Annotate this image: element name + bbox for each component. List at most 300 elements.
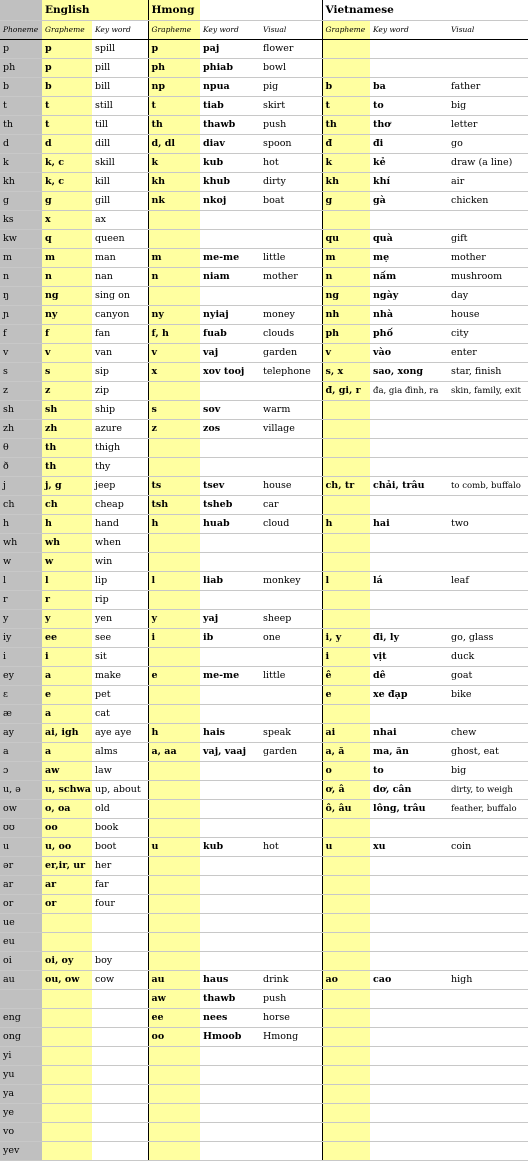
english-grapheme-cell — [42, 1047, 92, 1066]
hmong-keyword-cell — [200, 287, 260, 306]
hmong-keyword-cell: zos — [200, 420, 260, 439]
vietnamese-visual-cell: city — [448, 325, 528, 344]
vietnamese-keyword-cell — [370, 401, 448, 420]
phoneme-cell: oi — [0, 952, 42, 971]
vietnamese-grapheme-cell — [322, 1104, 370, 1123]
hmong-grapheme-cell — [148, 591, 200, 610]
english-keyword-cell: law — [92, 762, 148, 781]
english-grapheme-cell: l — [42, 572, 92, 591]
vietnamese-visual-cell — [448, 439, 528, 458]
vietnamese-visual-cell: day — [448, 287, 528, 306]
english-grapheme-cell: a — [42, 743, 92, 762]
hmong-keyword-cell — [200, 211, 260, 230]
vietnamese-visual-cell: go — [448, 135, 528, 154]
hmong-grapheme-cell: nk — [148, 192, 200, 211]
english-keyword-cell — [92, 1066, 148, 1085]
vietnamese-grapheme-cell: b — [322, 78, 370, 97]
vietnamese-visual-cell: mother — [448, 249, 528, 268]
english-grapheme-cell: x — [42, 211, 92, 230]
english-grapheme-cell: e — [42, 686, 92, 705]
hmong-keyword-cell — [200, 1085, 260, 1104]
vietnamese-visual-cell: big — [448, 97, 528, 116]
english-grapheme-cell — [42, 1028, 92, 1047]
vowel-row — [0, 1123, 528, 1142]
vietnamese-grapheme-cell: k — [322, 154, 370, 173]
english-grapheme-cell: t — [42, 97, 92, 116]
vietnamese-visual-cell — [448, 1142, 528, 1161]
phoneme-cell: ð — [0, 458, 42, 477]
hmong-visual-cell: warm — [260, 401, 322, 420]
hmong-keyword-cell — [200, 857, 260, 876]
hmong-visual-cell — [260, 648, 322, 667]
hmong-keyword-cell — [200, 933, 260, 952]
consonant-row — [0, 40, 528, 59]
english-keyword-cell: canyon — [92, 306, 148, 325]
hmong-keyword-cell: me-me — [200, 667, 260, 686]
english-grapheme-cell: f — [42, 325, 92, 344]
english-grapheme-cell — [42, 914, 92, 933]
hmong-keyword-cell: huab — [200, 515, 260, 534]
english-keyword-cell: cow — [92, 971, 148, 990]
vietnamese-visual-cell — [448, 1085, 528, 1104]
vowel-row — [0, 705, 528, 724]
hmong-grapheme-cell — [148, 876, 200, 895]
hmong-grapheme-cell: n — [148, 268, 200, 287]
english-keyword-cell — [92, 933, 148, 952]
english-keyword-cell: dill — [92, 135, 148, 154]
hmong-visual-cell: Hmong — [260, 1028, 322, 1047]
vietnamese-grapheme-cell: v — [322, 344, 370, 363]
vietnamese-header: Vietnamese — [322, 0, 528, 21]
hmong-grapheme-cell — [148, 1066, 200, 1085]
consonant-row — [0, 325, 528, 344]
english-grapheme-cell — [42, 1142, 92, 1161]
phoneme-cell: ar — [0, 876, 42, 895]
hmong-keyword-cell — [200, 553, 260, 572]
phoneme-cell: u — [0, 838, 42, 857]
vietnamese-grapheme-cell — [322, 211, 370, 230]
hmong-visual-cell — [260, 857, 322, 876]
english-keyword-cell — [92, 1047, 148, 1066]
hmong-keyword-cell: niam — [200, 268, 260, 287]
phoneme-cell: ya — [0, 1085, 42, 1104]
consonant-row — [0, 249, 528, 268]
vowel-row — [0, 952, 528, 971]
hmong-grapheme-cell: kh — [148, 173, 200, 192]
hmong-grapheme-cell: z — [148, 420, 200, 439]
hmong-keyword-cell: me-me — [200, 249, 260, 268]
hmong-grapheme-cell: f, h — [148, 325, 200, 344]
english-keyword-cell: sing on — [92, 287, 148, 306]
english-keyword-cell — [92, 1028, 148, 1047]
vietnamese-grapheme-cell — [322, 990, 370, 1009]
hmong-keyword-cell: kub — [200, 838, 260, 857]
hmong-visual-cell — [260, 1142, 322, 1161]
hmong-grapheme-cell: np — [148, 78, 200, 97]
hmong-keyword-cell: tsheb — [200, 496, 260, 515]
hmong-grapheme-cell: m — [148, 249, 200, 268]
phoneme-cell: vo — [0, 1123, 42, 1142]
vietnamese-keyword-cell: vào — [370, 344, 448, 363]
hmong-visual-cell — [260, 933, 322, 952]
consonant-row — [0, 192, 528, 211]
phoneme-cell: au — [0, 971, 42, 990]
vietnamese-visual-cell: to comb, buffalo — [448, 477, 528, 496]
phoneme-cell: v — [0, 344, 42, 363]
vietnamese-keyword-cell: sao, xong — [370, 363, 448, 382]
vietnamese-visual-cell: go, glass — [448, 629, 528, 648]
english-grapheme-cell: ar — [42, 876, 92, 895]
vietnamese-visual-cell: high — [448, 971, 528, 990]
english-grapheme-cell: w — [42, 553, 92, 572]
consonant-row — [0, 135, 528, 154]
hmong-keyword-cell: npua — [200, 78, 260, 97]
english-keyword-cell — [92, 1142, 148, 1161]
phoneme-cell: ong — [0, 1028, 42, 1047]
vietnamese-grapheme-cell — [322, 553, 370, 572]
column-subheader-row — [0, 21, 528, 40]
phoneme-cell: g — [0, 192, 42, 211]
english-grapheme-cell: p — [42, 59, 92, 78]
vietnamese-grapheme-cell: l — [322, 572, 370, 591]
hmong-visual-cell: dirty — [260, 173, 322, 192]
hmong-visual-cell: car — [260, 496, 322, 515]
hmong-visual-cell — [260, 895, 322, 914]
english-keyword-cell: bill — [92, 78, 148, 97]
english-keyword-cell: pill — [92, 59, 148, 78]
hmong-keyword-cell: thawb — [200, 116, 260, 135]
english-grapheme-cell: ng — [42, 287, 92, 306]
english-grapheme-cell — [42, 1066, 92, 1085]
vietnamese-keyword-cell: dê — [370, 667, 448, 686]
hmong-grapheme-cell: ee — [148, 1009, 200, 1028]
hmong-visual-cell — [260, 914, 322, 933]
hmong-keyword-cell — [200, 705, 260, 724]
hmong-grapheme-cell — [148, 705, 200, 724]
english-grapheme-cell: ee — [42, 629, 92, 648]
hmong-keyword-cell — [200, 648, 260, 667]
english-keyword-cell: boy — [92, 952, 148, 971]
hmong-header-spacer — [200, 0, 322, 21]
vowel-row — [0, 990, 528, 1009]
english-keyword-cell: win — [92, 553, 148, 572]
vietnamese-keyword-cell — [370, 1009, 448, 1028]
vietnamese-grapheme-cell: đ, gi, r — [322, 382, 370, 401]
vietnamese-visual-cell: two — [448, 515, 528, 534]
english-keyword-cell: aye aye — [92, 724, 148, 743]
hmong-grapheme-cell — [148, 458, 200, 477]
consonant-row — [0, 363, 528, 382]
hmong-grapheme-cell — [148, 287, 200, 306]
hmong-visual-cell: hot — [260, 838, 322, 857]
hmong-keyword-cell: nyiaj — [200, 306, 260, 325]
consonant-row — [0, 401, 528, 420]
hmong-keyword-cell: khub — [200, 173, 260, 192]
hmong-visual-cell: garden — [260, 743, 322, 762]
vietnamese-grapheme-cell — [322, 40, 370, 59]
vietnamese-grapheme-cell: ng — [322, 287, 370, 306]
consonant-row — [0, 572, 528, 591]
hmong-grapheme-cell — [148, 211, 200, 230]
phoneme-cell: ɛ — [0, 686, 42, 705]
phoneme-cell: w — [0, 553, 42, 572]
vietnamese-keyword-cell: ngày — [370, 287, 448, 306]
vietnamese-visual-cell — [448, 40, 528, 59]
hmong-grapheme-cell — [148, 534, 200, 553]
phoneme-cell: æ — [0, 705, 42, 724]
vietnamese-visual-cell: enter — [448, 344, 528, 363]
consonant-row — [0, 553, 528, 572]
hmong-keyword-cell — [200, 895, 260, 914]
vowel-row — [0, 895, 528, 914]
english-grapheme-cell: u, oo — [42, 838, 92, 857]
hmong-grapheme-cell — [148, 382, 200, 401]
hmong-grapheme-cell — [148, 952, 200, 971]
vietnamese-visual-cell: leaf — [448, 572, 528, 591]
vietnamese-keyword-cell — [370, 876, 448, 895]
english-grapheme-cell: k, c — [42, 154, 92, 173]
vietnamese-keyword-cell: quà — [370, 230, 448, 249]
vietnamese-keyword-cell: xe đạp — [370, 686, 448, 705]
vietnamese-visual-cell: goat — [448, 667, 528, 686]
consonant-row — [0, 496, 528, 515]
vowel-row — [0, 1142, 528, 1161]
english-keyword-cell: till — [92, 116, 148, 135]
vowel-row — [0, 857, 528, 876]
vietnamese-visual-cell: gift — [448, 230, 528, 249]
phoneme-cell: sh — [0, 401, 42, 420]
hmong-visual-cell — [260, 230, 322, 249]
vietnamese-grapheme-cell — [322, 952, 370, 971]
subheader-vietnamese-visual: Visual — [448, 21, 528, 40]
vietnamese-visual-cell — [448, 534, 528, 553]
phoneme-cell — [0, 990, 42, 1009]
vietnamese-grapheme-cell — [322, 819, 370, 838]
hmong-grapheme-cell: i — [148, 629, 200, 648]
hmong-keyword-cell: phiab — [200, 59, 260, 78]
english-keyword-cell: nan — [92, 268, 148, 287]
vietnamese-keyword-cell: mẹ — [370, 249, 448, 268]
phoneme-cell: ye — [0, 1104, 42, 1123]
hmong-visual-cell — [260, 439, 322, 458]
english-grapheme-cell: a — [42, 667, 92, 686]
phoneme-cell: eu — [0, 933, 42, 952]
english-grapheme-cell: k, c — [42, 173, 92, 192]
phoneme-cell: θ — [0, 439, 42, 458]
vietnamese-grapheme-cell: nh — [322, 306, 370, 325]
vowel-row — [0, 724, 528, 743]
vietnamese-visual-cell — [448, 895, 528, 914]
hmong-visual-cell: spoon — [260, 135, 322, 154]
vowel-row — [0, 762, 528, 781]
vietnamese-visual-cell — [448, 705, 528, 724]
english-keyword-cell: ax — [92, 211, 148, 230]
vietnamese-keyword-cell: lá — [370, 572, 448, 591]
hmong-keyword-cell: nees — [200, 1009, 260, 1028]
phoneme-cell: z — [0, 382, 42, 401]
hmong-visual-cell — [260, 1104, 322, 1123]
english-grapheme-cell: j, g — [42, 477, 92, 496]
vietnamese-keyword-cell: ba — [370, 78, 448, 97]
subheader-vietnamese-keyword: Key word — [370, 21, 448, 40]
vowel-row — [0, 648, 528, 667]
english-grapheme-cell: y — [42, 610, 92, 629]
phoneme-cell: m — [0, 249, 42, 268]
vowel-row — [0, 781, 528, 800]
phoneme-cell: eng — [0, 1009, 42, 1028]
hmong-visual-cell: sheep — [260, 610, 322, 629]
english-keyword-cell: boot — [92, 838, 148, 857]
vietnamese-keyword-cell: lông, trâu — [370, 800, 448, 819]
english-grapheme-cell: b — [42, 78, 92, 97]
vietnamese-grapheme-cell — [322, 1142, 370, 1161]
vietnamese-visual-cell — [448, 591, 528, 610]
vietnamese-grapheme-cell — [322, 1085, 370, 1104]
vowel-row — [0, 1066, 528, 1085]
vietnamese-grapheme-cell — [322, 439, 370, 458]
hmong-grapheme-cell — [148, 914, 200, 933]
hmong-keyword-cell: yaj — [200, 610, 260, 629]
english-grapheme-cell: th — [42, 439, 92, 458]
vietnamese-visual-cell — [448, 1028, 528, 1047]
phoneme-cell: ch — [0, 496, 42, 515]
hmong-keyword-cell — [200, 800, 260, 819]
vowel-row — [0, 1047, 528, 1066]
hmong-keyword-cell — [200, 1123, 260, 1142]
hmong-grapheme-cell: a, aa — [148, 743, 200, 762]
vietnamese-keyword-cell — [370, 895, 448, 914]
vietnamese-visual-cell — [448, 496, 528, 515]
english-keyword-cell: still — [92, 97, 148, 116]
hmong-grapheme-cell — [148, 800, 200, 819]
hmong-keyword-cell — [200, 686, 260, 705]
hmong-visual-cell — [260, 781, 322, 800]
hmong-visual-cell: push — [260, 116, 322, 135]
english-keyword-cell: ship — [92, 401, 148, 420]
phoneme-cell: th — [0, 116, 42, 135]
vietnamese-keyword-cell — [370, 211, 448, 230]
vietnamese-keyword-cell — [370, 610, 448, 629]
vietnamese-visual-cell: draw (a line) — [448, 154, 528, 173]
hmong-grapheme-cell: y — [148, 610, 200, 629]
hmong-keyword-cell — [200, 952, 260, 971]
vowel-row — [0, 1104, 528, 1123]
vietnamese-visual-cell: father — [448, 78, 528, 97]
hmong-visual-cell: boat — [260, 192, 322, 211]
consonant-row — [0, 534, 528, 553]
vietnamese-grapheme-cell: t — [322, 97, 370, 116]
hmong-keyword-cell: tsev — [200, 477, 260, 496]
subheader-hmong-keyword: Key word — [200, 21, 260, 40]
vietnamese-keyword-cell: vịt — [370, 648, 448, 667]
vietnamese-grapheme-cell — [322, 59, 370, 78]
language-header-row — [0, 0, 528, 21]
english-keyword-cell: alms — [92, 743, 148, 762]
hmong-keyword-cell — [200, 382, 260, 401]
consonant-row — [0, 306, 528, 325]
vowel-row — [0, 1028, 528, 1047]
hmong-keyword-cell: Hmoob — [200, 1028, 260, 1047]
subheader-hmong-visual: Visual — [260, 21, 322, 40]
english-keyword-cell — [92, 1123, 148, 1142]
hmong-visual-cell — [260, 819, 322, 838]
vietnamese-grapheme-cell: i — [322, 648, 370, 667]
hmong-grapheme-cell — [148, 230, 200, 249]
english-grapheme-cell: n — [42, 268, 92, 287]
hmong-keyword-cell — [200, 1104, 260, 1123]
vietnamese-keyword-cell: xu — [370, 838, 448, 857]
hmong-keyword-cell: haus — [200, 971, 260, 990]
hmong-visual-cell: telephone — [260, 363, 322, 382]
vietnamese-grapheme-cell: ai — [322, 724, 370, 743]
consonant-row — [0, 439, 528, 458]
vietnamese-grapheme-cell — [322, 591, 370, 610]
consonant-row — [0, 344, 528, 363]
vowel-row — [0, 629, 528, 648]
vietnamese-visual-cell — [448, 610, 528, 629]
vietnamese-visual-cell — [448, 1123, 528, 1142]
hmong-grapheme-cell — [148, 1142, 200, 1161]
vietnamese-keyword-cell — [370, 1047, 448, 1066]
hmong-keyword-cell: nkoj — [200, 192, 260, 211]
vowel-row — [0, 876, 528, 895]
english-keyword-cell: make — [92, 667, 148, 686]
hmong-visual-cell — [260, 800, 322, 819]
phoneme-cell: wh — [0, 534, 42, 553]
phoneme-cell: t — [0, 97, 42, 116]
vietnamese-keyword-cell: phố — [370, 325, 448, 344]
vietnamese-grapheme-cell: ao — [322, 971, 370, 990]
vietnamese-visual-cell — [448, 59, 528, 78]
hmong-visual-cell: bowl — [260, 59, 322, 78]
vietnamese-visual-cell: coin — [448, 838, 528, 857]
vietnamese-keyword-cell: đi, ly — [370, 629, 448, 648]
english-keyword-cell — [92, 1009, 148, 1028]
phoneme-cell: s — [0, 363, 42, 382]
hmong-keyword-cell: hais — [200, 724, 260, 743]
english-grapheme-cell: oi, oy — [42, 952, 92, 971]
english-grapheme-cell: h — [42, 515, 92, 534]
hmong-keyword-cell: liab — [200, 572, 260, 591]
phoneme-cell: r — [0, 591, 42, 610]
hmong-keyword-cell: ib — [200, 629, 260, 648]
phoneme-cell: ʊʊ — [0, 819, 42, 838]
vietnamese-visual-cell: big — [448, 762, 528, 781]
hmong-grapheme-cell — [148, 1085, 200, 1104]
english-grapheme-cell: s — [42, 363, 92, 382]
hmong-grapheme-cell: e — [148, 667, 200, 686]
english-grapheme-cell: oo — [42, 819, 92, 838]
english-grapheme-cell: ch — [42, 496, 92, 515]
english-keyword-cell: her — [92, 857, 148, 876]
hmong-keyword-cell — [200, 781, 260, 800]
hmong-visual-cell: money — [260, 306, 322, 325]
english-grapheme-cell: a — [42, 705, 92, 724]
english-keyword-cell: thy — [92, 458, 148, 477]
vietnamese-keyword-cell — [370, 420, 448, 439]
hmong-keyword-cell: xov tooj — [200, 363, 260, 382]
vowel-row — [0, 1085, 528, 1104]
english-keyword-cell — [92, 914, 148, 933]
table-body — [0, 40, 528, 1161]
phoneme-cell: k — [0, 154, 42, 173]
hmong-visual-cell: mother — [260, 268, 322, 287]
vietnamese-grapheme-cell: n — [322, 268, 370, 287]
vietnamese-visual-cell: bike — [448, 686, 528, 705]
english-keyword-cell: far — [92, 876, 148, 895]
hmong-grapheme-cell — [148, 1123, 200, 1142]
hmong-visual-cell — [260, 287, 322, 306]
